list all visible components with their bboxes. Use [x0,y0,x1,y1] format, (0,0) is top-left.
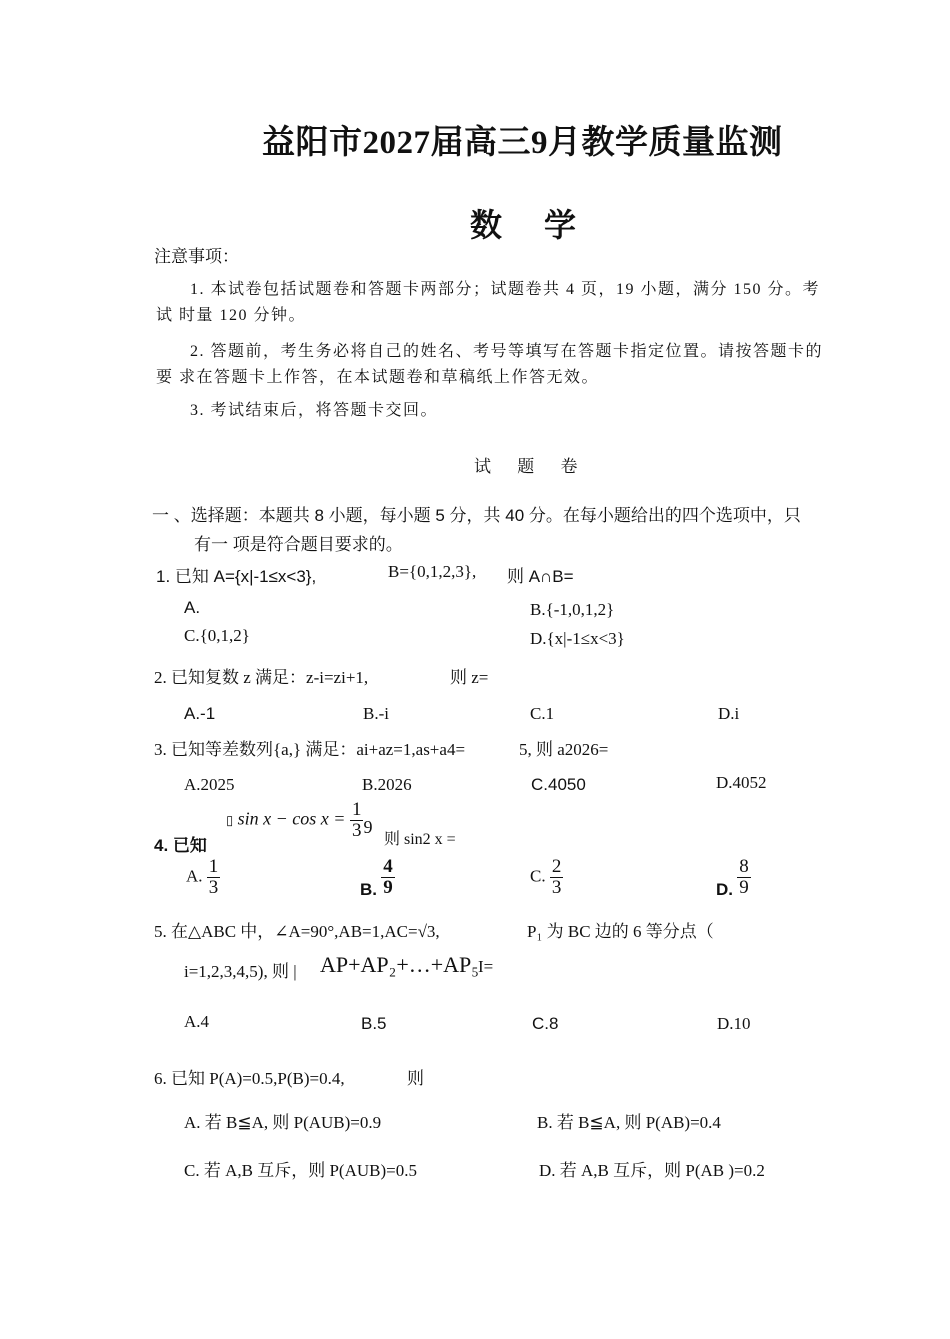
q6-option-c: C. 若 A,B 互斥，则 P(AUB)=0.5 [184,1161,417,1180]
q2-stem: 2. 已知复数 z 满足：z-i=zi+1, [154,668,369,687]
q4-option-b-label: B. [360,880,377,900]
q3-option-a: A.2025 [184,775,235,794]
q5-line2-end: I= [478,957,494,976]
notice-item-1: 1. 本试卷包括试题卷和答题卡两部分；试题卷共 4 页，19 小题，满分 150 分。考 [190,281,821,298]
q5-line2-start: i=1,2,3,4,5), 则 | [184,962,297,981]
q5-option-b: B.5 [361,1014,387,1033]
q4-option-c-den: 3 [551,876,562,898]
q4-option-a-label: A. [186,866,203,886]
q6-stem: 6. 已知 P(A)=0.5,P(B)=0.4, [154,1069,345,1088]
q4-option-d-frac [737,857,751,898]
q5-option-d: D.10 [717,1014,751,1033]
q6-option-b: B. 若 B≦A, 则 P(AB)=0.4 [537,1113,721,1132]
q4-option-d [716,857,751,898]
q5-option-a: A.4 [184,1012,210,1031]
q4-glyph: ▯ [226,812,234,828]
part1-instructions: 一 、选择题：本题共 8 小题，每小题 5 分，共 40 分。在每小题给出的四个选项中，只 [152,506,801,525]
notice-item-3: 3. 考试结束后，将答题卡交回。 [190,402,439,419]
q4-option-a-num: 1 [208,856,219,877]
q6-stem-ask: 则 [407,1069,424,1088]
q5-vector-sum: AP+AP₂+…+AP₅ [320,952,479,977]
q3-option-b: B.2026 [362,775,412,794]
notice-item-2-cont: 要 求在答题卡上作答，在本试题卷和草稿纸上作答无效。 [156,369,600,386]
q4-frac-den: 3 [351,819,362,841]
q4-label: 4. 已知 [154,836,207,855]
q3-option-d: D.4052 [716,773,767,792]
q4-fraction [350,800,364,841]
q4-tail: 9 [363,816,373,837]
subject-title: 数 学 [470,207,577,243]
q2-stem-ask: 则 z= [450,668,489,687]
part1-instructions-cont: 有一 项是符合题目要求的。 [194,535,403,554]
notice-heading: 注意事项： [154,247,239,266]
q5-stem: 5. 在△ABC 中，∠A=90°,AB=1,AC=√3, [154,922,440,941]
q1-option-d: D.{x|-1≤x<3} [530,629,625,648]
q4-option-a [186,857,220,898]
q5-stem-cont: P₁ 为 BC 边的 6 等分点（ [527,922,714,941]
q1-option-b: B.{-1,0,1,2} [530,600,615,619]
notice-item-1-cont: 试 时量 120 分钟。 [156,307,307,324]
q5-option-c: C.8 [532,1014,559,1033]
q4-expr: sin x − cos x = [237,808,346,829]
q4-option-c-label: C. [530,866,546,886]
q4-ask: 则 sin2 x = [384,831,456,848]
q4-option-d-num: 8 [739,856,749,877]
q1-option-c: C.{0,1,2} [184,626,250,645]
q1-option-a: A. [184,598,201,617]
q4-expression [226,800,372,841]
q1-stem-set-b: B={0,1,2,3}, [388,562,477,581]
exam-title: 益阳市2027届高三9月教学质量监测 [262,125,783,161]
q4-frac-num: 1 [351,799,362,820]
q3-stem: 3. 已知等差数列{a,} 满足：ai+az=1,as+a4= [154,740,466,759]
q2-option-a: A.-1 [184,704,216,723]
q4-option-c-num: 2 [551,856,562,877]
q3-option-c: C.4050 [531,775,586,794]
q1-stem-ask: 则 A∩B= [507,567,574,586]
notice-item-2: 2. 答题前，考生务必将自己的姓名、考号等填写在答题卡指定位置。请按答题卡的 [190,343,824,360]
q2-option-c: C.1 [530,704,555,723]
q4-option-c-frac [550,857,564,898]
section-heading: 试 题 卷 [474,457,578,476]
q6-option-a: A. 若 B≦A, 则 P(AUB)=0.9 [184,1113,382,1132]
q4-option-b-num: 4 [383,856,393,877]
q4-option-a-den: 3 [208,876,219,898]
q4-option-a-frac [207,857,221,898]
q4-option-c [530,857,563,898]
q4-option-b-den: 9 [383,876,393,898]
q4-option-d-den: 9 [739,876,749,898]
q4-option-b-frac [381,857,395,898]
q4-option-b [360,857,395,898]
q2-option-d: D.i [718,704,740,723]
q3-stem-ask: 5, 则 a2026= [519,740,609,759]
q1-stem: 1. 已知 A={x|-1≤x<3}, [156,567,317,586]
q6-option-d: D. 若 A,B 互斥，则 P(AB )=0.2 [539,1161,765,1180]
q4-option-d-label: D. [716,880,733,900]
q2-option-b: B.-i [363,704,389,723]
